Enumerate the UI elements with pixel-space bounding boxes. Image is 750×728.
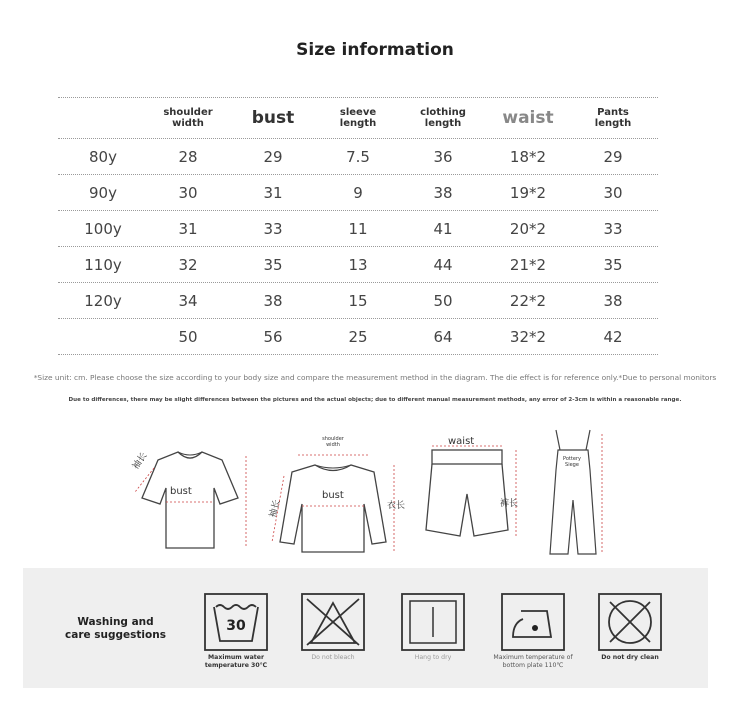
care-item-bleach <box>283 593 383 662</box>
size-table <box>58 97 658 355</box>
tshirt-diagram <box>110 420 270 560</box>
size-label <box>68 319 138 354</box>
wash-temp-text: 30 <box>226 618 246 634</box>
care-caption: Maximum water temperature 30℃ <box>204 654 268 669</box>
bust-value: 56 <box>263 327 283 346</box>
waist-value: 19*2 <box>509 183 547 202</box>
table-row <box>58 319 658 355</box>
shoulder-value: 32 <box>178 255 198 274</box>
wash-30-icon <box>204 593 268 651</box>
sleeve-value: 13 <box>348 255 368 274</box>
overalls-diagram <box>540 420 620 560</box>
waist-value: 32*2 <box>509 327 547 346</box>
sleeve-value: 7.5 <box>346 147 370 166</box>
size-label: 80y <box>89 147 117 166</box>
sleeve-value: 11 <box>348 219 368 238</box>
waist-value: 18*2 <box>509 147 547 166</box>
bust-value: 31 <box>263 183 283 202</box>
overalls-label: Pottery Siege <box>563 456 581 468</box>
tshirt-sleeve-label: 袖长 <box>130 451 150 472</box>
bust-value: 35 <box>263 255 283 274</box>
shorts-diagram <box>420 420 530 560</box>
sleeve-value: 15 <box>348 291 368 310</box>
table-row <box>58 175 658 211</box>
sweater-diagram <box>260 420 420 560</box>
size-label: 90y <box>89 183 117 202</box>
sweater-shoulder-label: shoulder width <box>322 436 344 448</box>
length-value: 44 <box>433 255 453 274</box>
pants-value: 30 <box>603 183 623 202</box>
pants-value: 38 <box>603 291 623 310</box>
table-row <box>58 211 658 247</box>
care-title: Washing and care suggestions <box>65 616 166 641</box>
header-sleeve-length: sleeve length <box>339 107 377 129</box>
do-not-bleach-icon <box>301 593 365 651</box>
length-value: 64 <box>433 327 453 346</box>
iron-icon <box>501 593 565 651</box>
length-value: 41 <box>433 219 453 238</box>
pants-value: 42 <box>603 327 623 346</box>
care-item-hang <box>383 593 483 662</box>
shoulder-value: 30 <box>178 183 198 202</box>
overalls-outline-icon <box>540 420 620 560</box>
bust-value: 33 <box>263 219 283 238</box>
sleeve-value: 9 <box>353 183 363 202</box>
table-row <box>58 283 658 319</box>
shorts-waist-label: waist <box>448 436 475 447</box>
hang-to-dry-icon <box>401 593 465 651</box>
page-title: Size information <box>296 40 454 60</box>
care-caption: Do not bleach <box>311 654 355 661</box>
table-row <box>58 139 658 175</box>
bust-value: 29 <box>263 147 283 166</box>
waist-value: 21*2 <box>509 255 547 274</box>
length-value: 50 <box>433 291 453 310</box>
care-caption: Do not dry clean <box>601 654 659 661</box>
header-waist: waist <box>502 108 554 128</box>
table-row <box>58 247 658 283</box>
shorts-outline-icon <box>420 420 530 560</box>
care-section <box>23 568 708 688</box>
header-clothing-length: clothing length <box>420 107 466 129</box>
header-bust: bust <box>251 108 295 128</box>
do-not-dry-clean-icon <box>598 593 662 651</box>
sweater-bust-label: bust <box>322 490 344 501</box>
size-label: 120y <box>84 291 122 310</box>
care-item-wash <box>186 593 286 670</box>
pants-value: 35 <box>603 255 623 274</box>
pants-value: 29 <box>603 147 623 166</box>
shoulder-value: 31 <box>178 219 198 238</box>
sweater-length-label: 衣长 <box>387 501 406 511</box>
tshirt-bust-label: bust <box>170 486 192 497</box>
care-caption: Hang to dry <box>414 654 452 661</box>
table-header-row <box>58 97 658 139</box>
waist-value: 22*2 <box>509 291 547 310</box>
care-item-dryclean <box>580 593 680 662</box>
care-caption: Maximum temperature of bottom plate 110℃ <box>493 654 573 669</box>
header-pants-length: Pants length <box>594 107 632 129</box>
shorts-length-label: 裤长 <box>500 499 519 509</box>
shoulder-value: 34 <box>178 291 198 310</box>
waist-value: 20*2 <box>509 219 547 238</box>
shoulder-value: 50 <box>178 327 198 346</box>
sweater-sleeve-label: 袖长 <box>268 498 283 519</box>
length-value: 38 <box>433 183 453 202</box>
sleeve-value: 25 <box>348 327 368 346</box>
shoulder-value: 28 <box>178 147 198 166</box>
header-shoulder-width: shoulder width <box>163 107 213 129</box>
length-value: 36 <box>433 147 453 166</box>
care-item-iron <box>483 593 583 670</box>
table-body <box>58 139 658 355</box>
size-label: 110y <box>84 255 122 274</box>
pants-value: 33 <box>603 219 623 238</box>
size-label: 100y <box>84 219 122 238</box>
bust-value: 38 <box>263 291 283 310</box>
size-note: *Size unit: cm. Please choose the size according to your body size and compare the measurement method in the diagram. The die effect is for reference only.*Due to personal monitors <box>33 373 717 382</box>
difference-note: Due to differences, there may be slight differences between the pictures and the actual objects; due to different manual measurement methods, any error of 2-3cm is within a reasonable range. <box>68 397 682 403</box>
